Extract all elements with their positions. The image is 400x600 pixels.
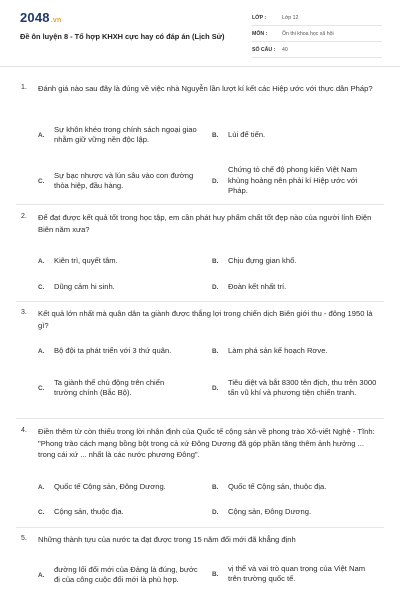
- option-4c[interactable]: [38, 505, 208, 519]
- option-text: vị thế và vai trò quan trọng của Việt Nam trên trường quốc tế.: [228, 563, 366, 583]
- option-2d[interactable]: [212, 280, 382, 294]
- option-letter: B.: [212, 347, 219, 355]
- option-3a[interactable]: [38, 344, 208, 358]
- meta-label: SỐ CÂU :: [252, 46, 276, 53]
- question-number: 5.: [21, 535, 27, 542]
- question-divider: [16, 301, 384, 302]
- page-title: Đề ôn luyện 8 - Tổ hợp KHXH cực hay có đáp án (Lịch Sử): [20, 32, 225, 41]
- option-text: Ta giành thế chủ động trên chiến trường chính (Bắc Bộ).: [54, 377, 165, 397]
- question-text: Điền thêm từ còn thiếu trong lời nhận định của Quốc tế cộng sản về phong trào Xô-viết Nghệ - Tĩnh: "Phong trào cách mạng bồng bột trong cả xứ Đông Dương đã góp phần tăng thêm ảnh hưởng ... trong cái xứ ... nhất là các nước phương Đông".: [38, 427, 375, 459]
- logo-main: 2048: [20, 10, 50, 25]
- question-number: 4.: [21, 427, 27, 434]
- meta-label: MÔN :: [252, 30, 268, 37]
- option-4a[interactable]: [38, 480, 208, 494]
- option-letter: B.: [212, 483, 219, 491]
- option-1a[interactable]: [38, 118, 208, 152]
- question-number: 2.: [21, 213, 27, 220]
- option-text: Kiên trì, quyết tâm.: [54, 255, 118, 265]
- meta-row-count: [252, 42, 382, 58]
- question-text: Để đạt được kết quả tốt trong học tập, em cần phát huy phẩm chất tốt đẹp nào của người lính Điện Biên năm xưa?: [38, 213, 372, 234]
- option-letter: A.: [38, 131, 45, 139]
- option-text: Chịu đựng gian khổ.: [228, 255, 297, 265]
- option-letter: A.: [38, 347, 45, 355]
- option-text: Làm phá sản kế hoạch Rơve.: [228, 345, 328, 355]
- option-5a[interactable]: [38, 558, 208, 592]
- meta-value: Ôn thi khoa học xã hội: [282, 30, 334, 37]
- option-letter: D.: [212, 177, 219, 185]
- option-1b[interactable]: [212, 128, 382, 142]
- option-letter: D.: [212, 508, 219, 516]
- option-letter: C.: [38, 177, 45, 185]
- quiz-meta: [252, 10, 382, 58]
- option-text: Bộ đội ta phát triển với 3 thứ quân.: [54, 345, 172, 355]
- option-letter: A.: [38, 571, 45, 579]
- option-4b[interactable]: [212, 480, 382, 494]
- option-letter: B.: [212, 257, 219, 265]
- question-divider: [16, 204, 384, 205]
- meta-label: LỚP :: [252, 14, 267, 21]
- meta-row-class: [252, 10, 382, 26]
- question-text: Kết quả lớn nhất mà quân dân ta giành được thắng lợi trong chiến dịch Biên giới thu - đông 1950 là gì?: [38, 309, 373, 330]
- option-letter: C.: [38, 384, 45, 392]
- option-letter: C.: [38, 508, 45, 516]
- option-text: Đoàn kết nhất trí.: [228, 281, 287, 291]
- option-letter: D.: [212, 384, 219, 392]
- option-text: Sự bạc nhược và lún sâu vào con đường thỏa hiệp, đầu hàng.: [54, 170, 194, 190]
- meta-row-subject: [252, 26, 382, 42]
- option-5b[interactable]: [212, 562, 382, 586]
- option-3d[interactable]: [212, 371, 382, 405]
- option-text: Sự khôn khéo trong chính sách ngoại giao nhằm giữ vững nền độc lập.: [54, 124, 197, 144]
- question-number: 3.: [21, 309, 27, 316]
- option-text: Quốc tế Cộng sản, Đông Dương.: [54, 481, 166, 491]
- question-text: Những thành tựu của nước ta đạt được trong 15 năm đổi mới đã khẳng định: [38, 535, 296, 544]
- option-3b[interactable]: [212, 344, 382, 358]
- page-header: [0, 0, 400, 67]
- option-2a[interactable]: [38, 254, 208, 268]
- option-text: đường lối đổi mới của Đảng là đúng, bước đi của công cuộc đổi mới là phù hợp.: [54, 564, 198, 584]
- logo-tld: .vn: [50, 17, 62, 24]
- option-text: Chứng tỏ chế độ phong kiến Việt Nam khủng hoảng nên phải kí Hiệp ước với Pháp.: [228, 165, 358, 196]
- option-text: Cộng sản, thuộc địa.: [54, 506, 124, 516]
- option-letter: B.: [212, 131, 219, 139]
- option-2c[interactable]: [38, 280, 208, 294]
- option-letter: C.: [38, 283, 45, 291]
- question-divider: [16, 418, 384, 419]
- option-3c[interactable]: [38, 376, 208, 400]
- option-letter: D.: [212, 283, 219, 291]
- option-text: Dũng cảm hi sinh.: [54, 281, 115, 291]
- option-text: Tiêu diệt và bắt 8300 tên địch, thu trên 3000 tấn vũ khí và phương tiện chiến tranh.: [228, 377, 377, 397]
- option-text: Cộng sản, Đông Dương.: [228, 506, 312, 516]
- option-2b[interactable]: [212, 254, 382, 268]
- site-logo[interactable]: [20, 10, 61, 25]
- option-text: Quốc tế Cộng sản, thuộc địa.: [228, 481, 327, 491]
- option-letter: A.: [38, 257, 45, 265]
- question-text: Đánh giá nào sau đây là đúng về việc nhà Nguyễn lần lượt kí kết các Hiệp ước với thực dân Pháp?: [38, 84, 373, 93]
- question-number: 1.: [21, 84, 27, 91]
- option-letter: B.: [212, 570, 219, 578]
- option-text: Lùi để tiến.: [228, 129, 266, 139]
- question-divider: [16, 527, 384, 528]
- meta-value: 40: [282, 46, 288, 53]
- option-1c[interactable]: [38, 168, 208, 194]
- option-1d[interactable]: [212, 164, 382, 198]
- option-letter: A.: [38, 483, 45, 491]
- meta-value: Lớp 12: [282, 14, 299, 21]
- option-4d[interactable]: [212, 505, 382, 519]
